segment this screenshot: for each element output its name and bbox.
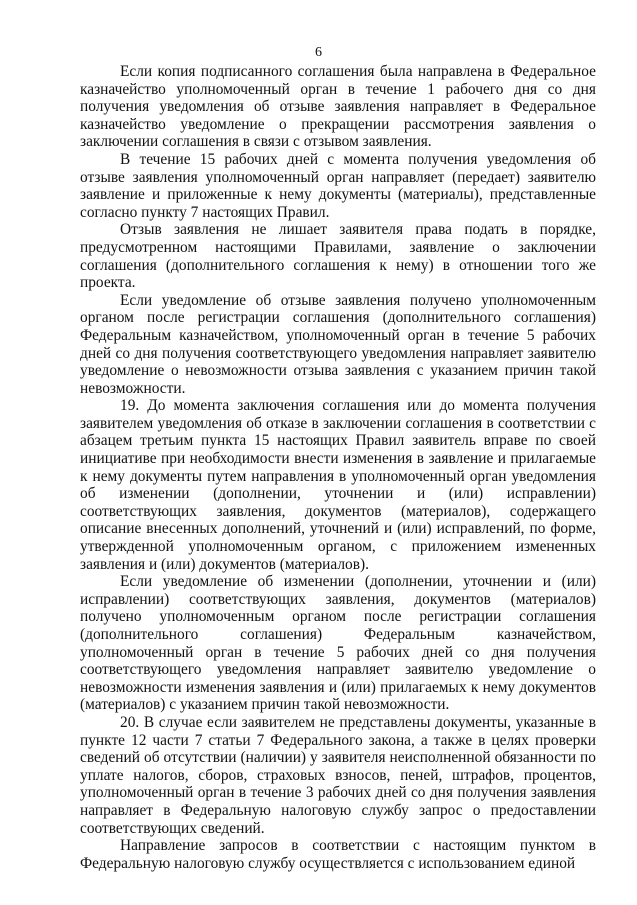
paragraph-item-20: 20. В случае если заявителем не представлены документы, указанные в пункте 12 части 7 статьи 7 Федерального закона, а также в целях проверки сведений об отсутствии (наличии) у заявителя неисполненной обязанности по уплате налогов, сборов, страховых взносов, пеней, штрафов, процентов, уполномоченный орган в течение 3 рабочих дней со дня получения заявления направляет в Федеральную налоговую службу запрос о предоставлении соответствующих сведений. <box>80 713 596 837</box>
paragraph: Если копия подписанного соглашения была направлена в Федеральное казначейство уполномоченный орган в течение 1 рабочего дня со дня получения уведомления об отзыве заявления направляет в Федеральное казначейство уведомление о прекращении рассмотрения заявления о заключении соглашения в связи с отзывом заявления. <box>80 63 596 151</box>
paragraph: Направление запросов в соответствии с настоящим пунктом в Федеральную налоговую службу осуществляется с использованием единой <box>80 837 596 872</box>
paragraph: Если уведомление об отзыве заявления получено уполномоченным органом после регистрации соглашения (дополнительного соглашения) Федеральным казначейством, уполномоченный орган в течение 5 рабочих дней со дня получения соответствующего уведомления направляет заявителю уведомление о невозможности отзыва заявления с указанием причин такой невозможности. <box>80 291 596 397</box>
page-number: 6 <box>315 45 322 60</box>
document-body <box>80 63 596 872</box>
paragraph: Если уведомление об изменении (дополнении, уточнении и (или) исправлении) соответствующих заявления, документов (материалов) получено уполномоченным органом после регистрации соглашения (дополнительного соглашения) Федеральным казначейством, уполномоченный орган в течение 5 рабочих дней со дня получения соответствующего уведомления направляет заявителю уведомление о невозможности изменения заявления и (или) прилагаемых к нему документов (материалов) с указанием причин такой невозможности. <box>80 573 596 714</box>
paragraph: Отзыв заявления не лишает заявителя права подать в порядке, предусмотренном настоящими Правилами, заявление о заключении соглашения (дополнительного соглашения к нему) в отношении того же проекта. <box>80 221 596 292</box>
paragraph: В течение 15 рабочих дней с момента получения уведомления об отзыве заявления уполномоченный орган направляет (передает) заявителю заявление и приложенные к нему документы (материалы), представленные согласно пункту 7 настоящих Правил. <box>80 150 596 221</box>
paragraph-item-19: 19. До момента заключения соглашения или до момента получения заявителем уведомления об отказе в заключении соглашения в соответствии с абзацем третьим пункта 15 настоящих Правил заявитель вправе по своей инициативе при необходимости внести изменения в заявление и прилагаемые к нему документы путем направления в уполномоченный орган уведомления об изменении (дополнении, уточнении и (или) исправлении) соответствующих заявления, документов (материалов), содержащего описание внесенных дополнений, уточнений и (или) исправлений, по форме, утвержденной уполномоченным органом, с приложением измененных заявления и (или) документов (материалов). <box>80 397 596 573</box>
